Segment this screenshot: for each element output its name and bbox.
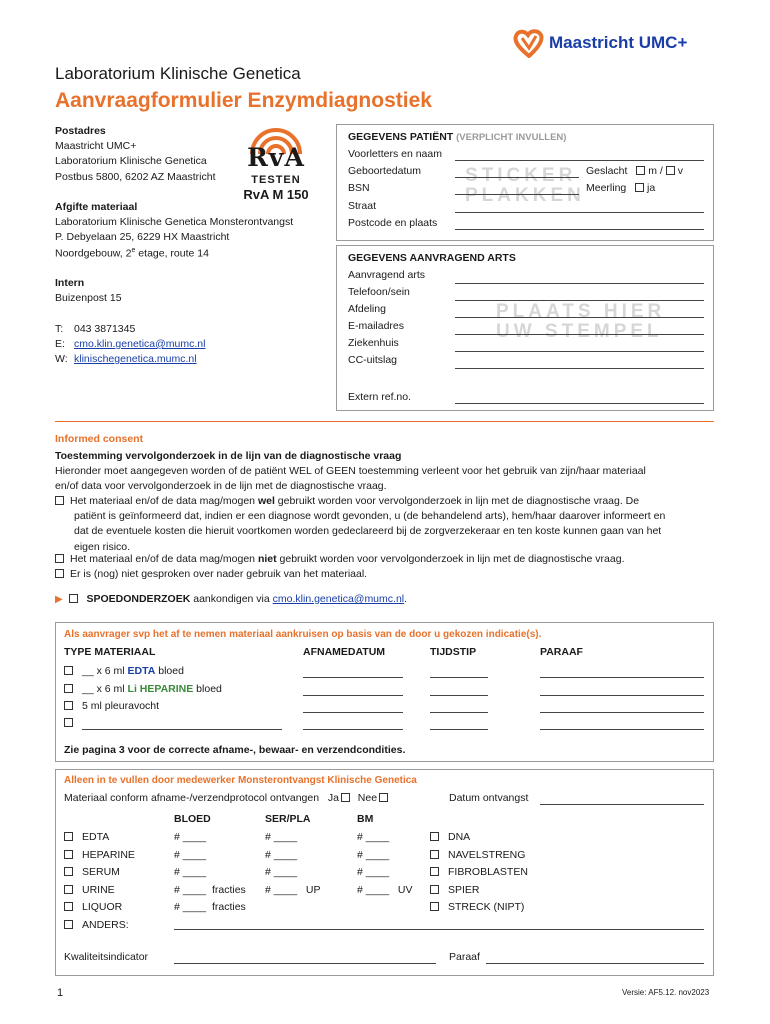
afgifte-line: P. Debyelaan 25, 6229 HX Maastricht (55, 231, 230, 244)
extern-ref-input[interactable] (455, 403, 704, 404)
consent-option-wel: Het materiaal en/of de data mag/mogen wel gebruikt worden voor vervolgonderzoek in lijn met de diagnostische vraag. De patiënt is geïnformeerd dat, indien er een diagnose wordt gevonden, u (de behandelend arts), hem/haar daarover informeert en dat de eventuele kosten die hieruit voortkomen worden gedeclareerd bij de zorgverzekeraar en ten koste kunnen gaan van het eigen risico. (55, 494, 720, 555)
page-title: Aanvraagformulier Enzymdiagnostiek (55, 89, 432, 112)
dna-checkbox[interactable] (430, 832, 439, 841)
material-heading: Als aanvrager svp het af te nemen materiaal aankruisen op basis van de door u gekozen indicatie(s). (64, 629, 542, 640)
paraaf-input[interactable] (540, 729, 704, 730)
bloed-counts (174, 829, 246, 917)
afnamedatum-input[interactable] (303, 695, 403, 696)
count-field[interactable]: # ____ (174, 848, 207, 861)
patient-field-label: BSN (348, 182, 370, 194)
spier-checkbox[interactable] (430, 885, 439, 894)
kwaliteit-input[interactable] (174, 963, 436, 964)
spoed-row: ▶ SPOEDONDERZOEK aankondigen via cmo.klin.genetica@mumc.nl. (55, 593, 408, 605)
tijdstip-input[interactable] (430, 712, 488, 713)
count-field[interactable]: # ____ (357, 831, 390, 843)
version-label: Versie: AF5.12. nov2023 (622, 988, 710, 997)
twin-ja-checkbox[interactable] (635, 183, 644, 192)
intake-type-navelstreng: NAVELSTRENG (430, 847, 528, 865)
intake-type-edta: EDTA (64, 829, 135, 847)
intake-type-urine: URINE (64, 882, 135, 900)
intake-paraaf-label: Paraaf (449, 951, 480, 963)
fibroblasten-checkbox[interactable] (430, 867, 439, 876)
postadres-line: Laboratorium Klinische Genetica (55, 155, 207, 168)
intake-type-anders: ANDERS: (64, 917, 135, 935)
brand-name: Maastricht UMC+ (549, 32, 688, 52)
col-tijdstip: TIJDSTIP (430, 646, 477, 658)
consent-subheading: Toestemming vervolgonderzoek in de lijn van de diagnostische vraag (55, 450, 402, 462)
intake-type-list (64, 829, 135, 934)
intake-right-types (430, 829, 528, 917)
consent-intro: Hieronder moet aangegeven worden of de patiënt WEL of GEEN toestemming verleent voor het gebruik van zijn/haar materiaal en/of data voor vervolgonderzoek in de lijn met de diagnostische vraag. (55, 465, 646, 493)
intake-urine-checkbox[interactable] (64, 885, 73, 894)
col-afnamedatum: AFNAMEDATUM (303, 646, 386, 658)
material-row-pleura: 5 ml pleuravocht (64, 699, 159, 714)
material-row-heparine: __ x 6 ml Li HEPARINE bloed (64, 682, 222, 697)
navelstreng-checkbox[interactable] (430, 850, 439, 859)
intake-edta-checkbox[interactable] (64, 832, 73, 841)
intake-type-dna: DNA (430, 829, 528, 847)
protocol-ja-checkbox[interactable] (341, 793, 350, 802)
gender-m-checkbox[interactable] (636, 166, 645, 175)
postadres-line: Postbus 5800, 6202 AZ Maastricht (55, 170, 216, 183)
doctor-field-label: Telefoon/sein (348, 286, 410, 298)
lab-name: Laboratorium Klinische Genetica (55, 64, 301, 83)
count-field[interactable]: # ____ fracties (174, 883, 246, 896)
intake-serum-checkbox[interactable] (64, 867, 73, 876)
patient-field-label: Voorletters en naam (348, 148, 442, 160)
website-link[interactable]: klinischegenetica.mumc.nl (74, 353, 197, 366)
paraaf-input[interactable] (540, 695, 704, 696)
material-footer-note: Zie pagina 3 voor de correcte afname-, bewaar- en verzendcondities. (64, 744, 406, 756)
consent-nognot-checkbox[interactable] (55, 569, 64, 578)
email-line: E: cmo.klin.genetica@mumc.nl (55, 337, 206, 350)
serpla-counts (265, 829, 320, 899)
count-field[interactable]: # ____ (265, 848, 298, 861)
postcode-input[interactable] (455, 229, 704, 230)
street-input[interactable] (455, 212, 704, 213)
page-number: 1 (57, 987, 64, 999)
birthdate-input[interactable] (455, 177, 579, 178)
sticker-placeholder: STICKER PLAKKEN (465, 165, 585, 206)
postadres-line: Maastricht UMC+ (55, 140, 137, 153)
datum-ontvangst-input[interactable] (540, 804, 704, 805)
count-field[interactable]: # ____ (357, 866, 390, 878)
protocol-row: Materiaal conform afname-/verzendprotocol ontvangen Ja Nee (64, 791, 390, 806)
paraaf-input[interactable] (540, 677, 704, 678)
count-field[interactable]: # ____ UP (265, 883, 321, 896)
gender-row: Geslacht m / v (586, 165, 683, 177)
anders-input[interactable] (174, 929, 704, 930)
protocol-nee-checkbox[interactable] (379, 793, 388, 802)
afgifte-heading: Afgifte materiaal (55, 200, 138, 213)
afgifte-line: Noordgebouw, 2e etage, route 14 (55, 246, 209, 260)
phone-line: T: 043 3871345 (55, 322, 136, 335)
intern-heading: Intern (55, 277, 85, 290)
count-field[interactable]: # ____ (174, 831, 207, 843)
patient-name-input[interactable] (455, 160, 704, 161)
doctor-field-label: CC-uitslag (348, 354, 398, 366)
postadres-heading: Postadres (55, 125, 106, 137)
consent-heading: Informed consent (55, 433, 144, 445)
kwaliteit-label: Kwaliteitsindicator (64, 951, 149, 963)
other-material-checkbox[interactable] (64, 718, 73, 727)
count-field[interactable]: # ____ fracties (174, 901, 246, 913)
patient-field-label: Postcode en plaats (348, 217, 438, 229)
email-link[interactable]: cmo.klin.genetica@mumc.nl (74, 337, 206, 350)
pleura-checkbox[interactable] (64, 701, 73, 710)
arrow-right-icon: ▶ (55, 594, 63, 605)
extern-ref-label: Extern ref.no. (348, 391, 412, 403)
material-row-other (64, 716, 79, 731)
intake-heading: Alleen in te vullen door medewerker Monsterontvangst Klinische Genetica (64, 775, 417, 786)
consent-niet-checkbox[interactable] (55, 554, 64, 563)
brand-logo (512, 28, 687, 58)
consent-option-niet: Het materiaal en/of de data mag/mogen niet gebruikt worden voor vervolgonderzoek in lijn met de diagnostische vraag. (55, 552, 624, 567)
doctor-field-label: Ziekenhuis (348, 337, 399, 349)
rva-logo-testen: TESTEN (251, 174, 301, 186)
consent-wel-checkbox[interactable] (55, 496, 64, 505)
spoed-email-link[interactable]: cmo.klin.genetica@mumc.nl (272, 593, 405, 605)
material-row-edta: __ x 6 ml EDTA bloed (64, 664, 184, 679)
patient-field-label: Straat (348, 200, 377, 212)
count-field[interactable]: # ____ UV (357, 883, 413, 896)
intake-paraaf-input[interactable] (486, 963, 704, 964)
intake-anders-checkbox[interactable] (64, 920, 73, 929)
count-field[interactable]: # ____ (174, 866, 207, 878)
streck-checkbox[interactable] (430, 902, 439, 911)
paraaf-input[interactable] (540, 712, 704, 713)
stamp-placeholder: PLAATS HIER UW STEMPEL (496, 301, 666, 342)
edta-checkbox[interactable] (64, 666, 73, 675)
datum-ontvangst-label: Datum ontvangst (449, 792, 529, 804)
intern-line: Buizenpost 15 (55, 292, 122, 305)
doctor-field-label: Afdeling (348, 303, 386, 315)
count-field[interactable]: # ____ (357, 848, 390, 861)
doctor-name-input[interactable] (455, 283, 704, 284)
phone-input[interactable] (455, 300, 704, 301)
patient-field-label: Geboortedatum (348, 165, 421, 177)
consent-option-nog-niet: Er is (nog) niet gesproken over nader gebruik van het materiaal. (55, 567, 367, 582)
cc-input[interactable] (455, 368, 704, 369)
patient-heading: GEGEVENS PATIËNT (VERPLICHT INVULLEN) (348, 131, 567, 143)
intake-type-serum: SERUM (64, 864, 135, 882)
intake-type-spier: SPIER (430, 882, 528, 900)
bm-counts (357, 829, 412, 899)
doctor-email-input[interactable] (455, 334, 704, 335)
web-line: W: klinischegenetica.mumc.nl (55, 353, 197, 366)
other-material-input[interactable] (82, 729, 282, 730)
intake-type-fibroblasten: FIBROBLASTEN (430, 864, 528, 882)
hospital-input[interactable] (455, 351, 704, 352)
count-field[interactable]: # ____ (265, 866, 298, 878)
col-bloed: BLOED (174, 813, 211, 825)
col-serpla: SER/PLA (265, 813, 311, 825)
intake-liquor-checkbox[interactable] (64, 902, 73, 911)
intake-type-liquor: LIQUOR (64, 899, 135, 917)
section-divider (55, 421, 714, 422)
gender-v-checkbox[interactable] (666, 166, 675, 175)
intake-type-heparine: HEPARINE (64, 847, 135, 865)
rva-logo-mark: RvA (247, 143, 305, 172)
spoed-checkbox[interactable] (69, 594, 78, 603)
afnamedatum-input[interactable] (303, 712, 403, 713)
intake-heparine-checkbox[interactable] (64, 850, 73, 859)
col-paraaf: PARAAF (540, 646, 583, 658)
department-input[interactable] (455, 317, 704, 318)
tijdstip-input[interactable] (430, 677, 488, 678)
rva-logo-number: RvA M 150 (243, 187, 309, 202)
afgifte-line: Laboratorium Klinische Genetica Monsterontvangst (55, 216, 294, 229)
tijdstip-input[interactable] (430, 729, 488, 730)
tijdstip-input[interactable] (430, 695, 488, 696)
col-bm: BM (357, 813, 374, 825)
col-type: TYPE MATERIAAL (64, 646, 156, 658)
count-field[interactable]: # ____ (265, 831, 298, 843)
twin-row: Meerling ja (586, 182, 656, 194)
bsn-input[interactable] (455, 194, 579, 195)
heparine-checkbox[interactable] (64, 684, 73, 693)
afnamedatum-input[interactable] (303, 677, 403, 678)
doctor-heading: GEGEVENS AANVRAGEND ARTS (348, 252, 516, 264)
umc-heart-icon (512, 28, 546, 58)
rva-accreditation-logo (232, 124, 320, 210)
doctor-field-label: Aanvragend arts (348, 269, 426, 281)
doctor-field-label: E-mailadres (348, 320, 405, 332)
intake-type-streck: STRECK (NIPT) (430, 899, 528, 917)
afnamedatum-input[interactable] (303, 729, 403, 730)
